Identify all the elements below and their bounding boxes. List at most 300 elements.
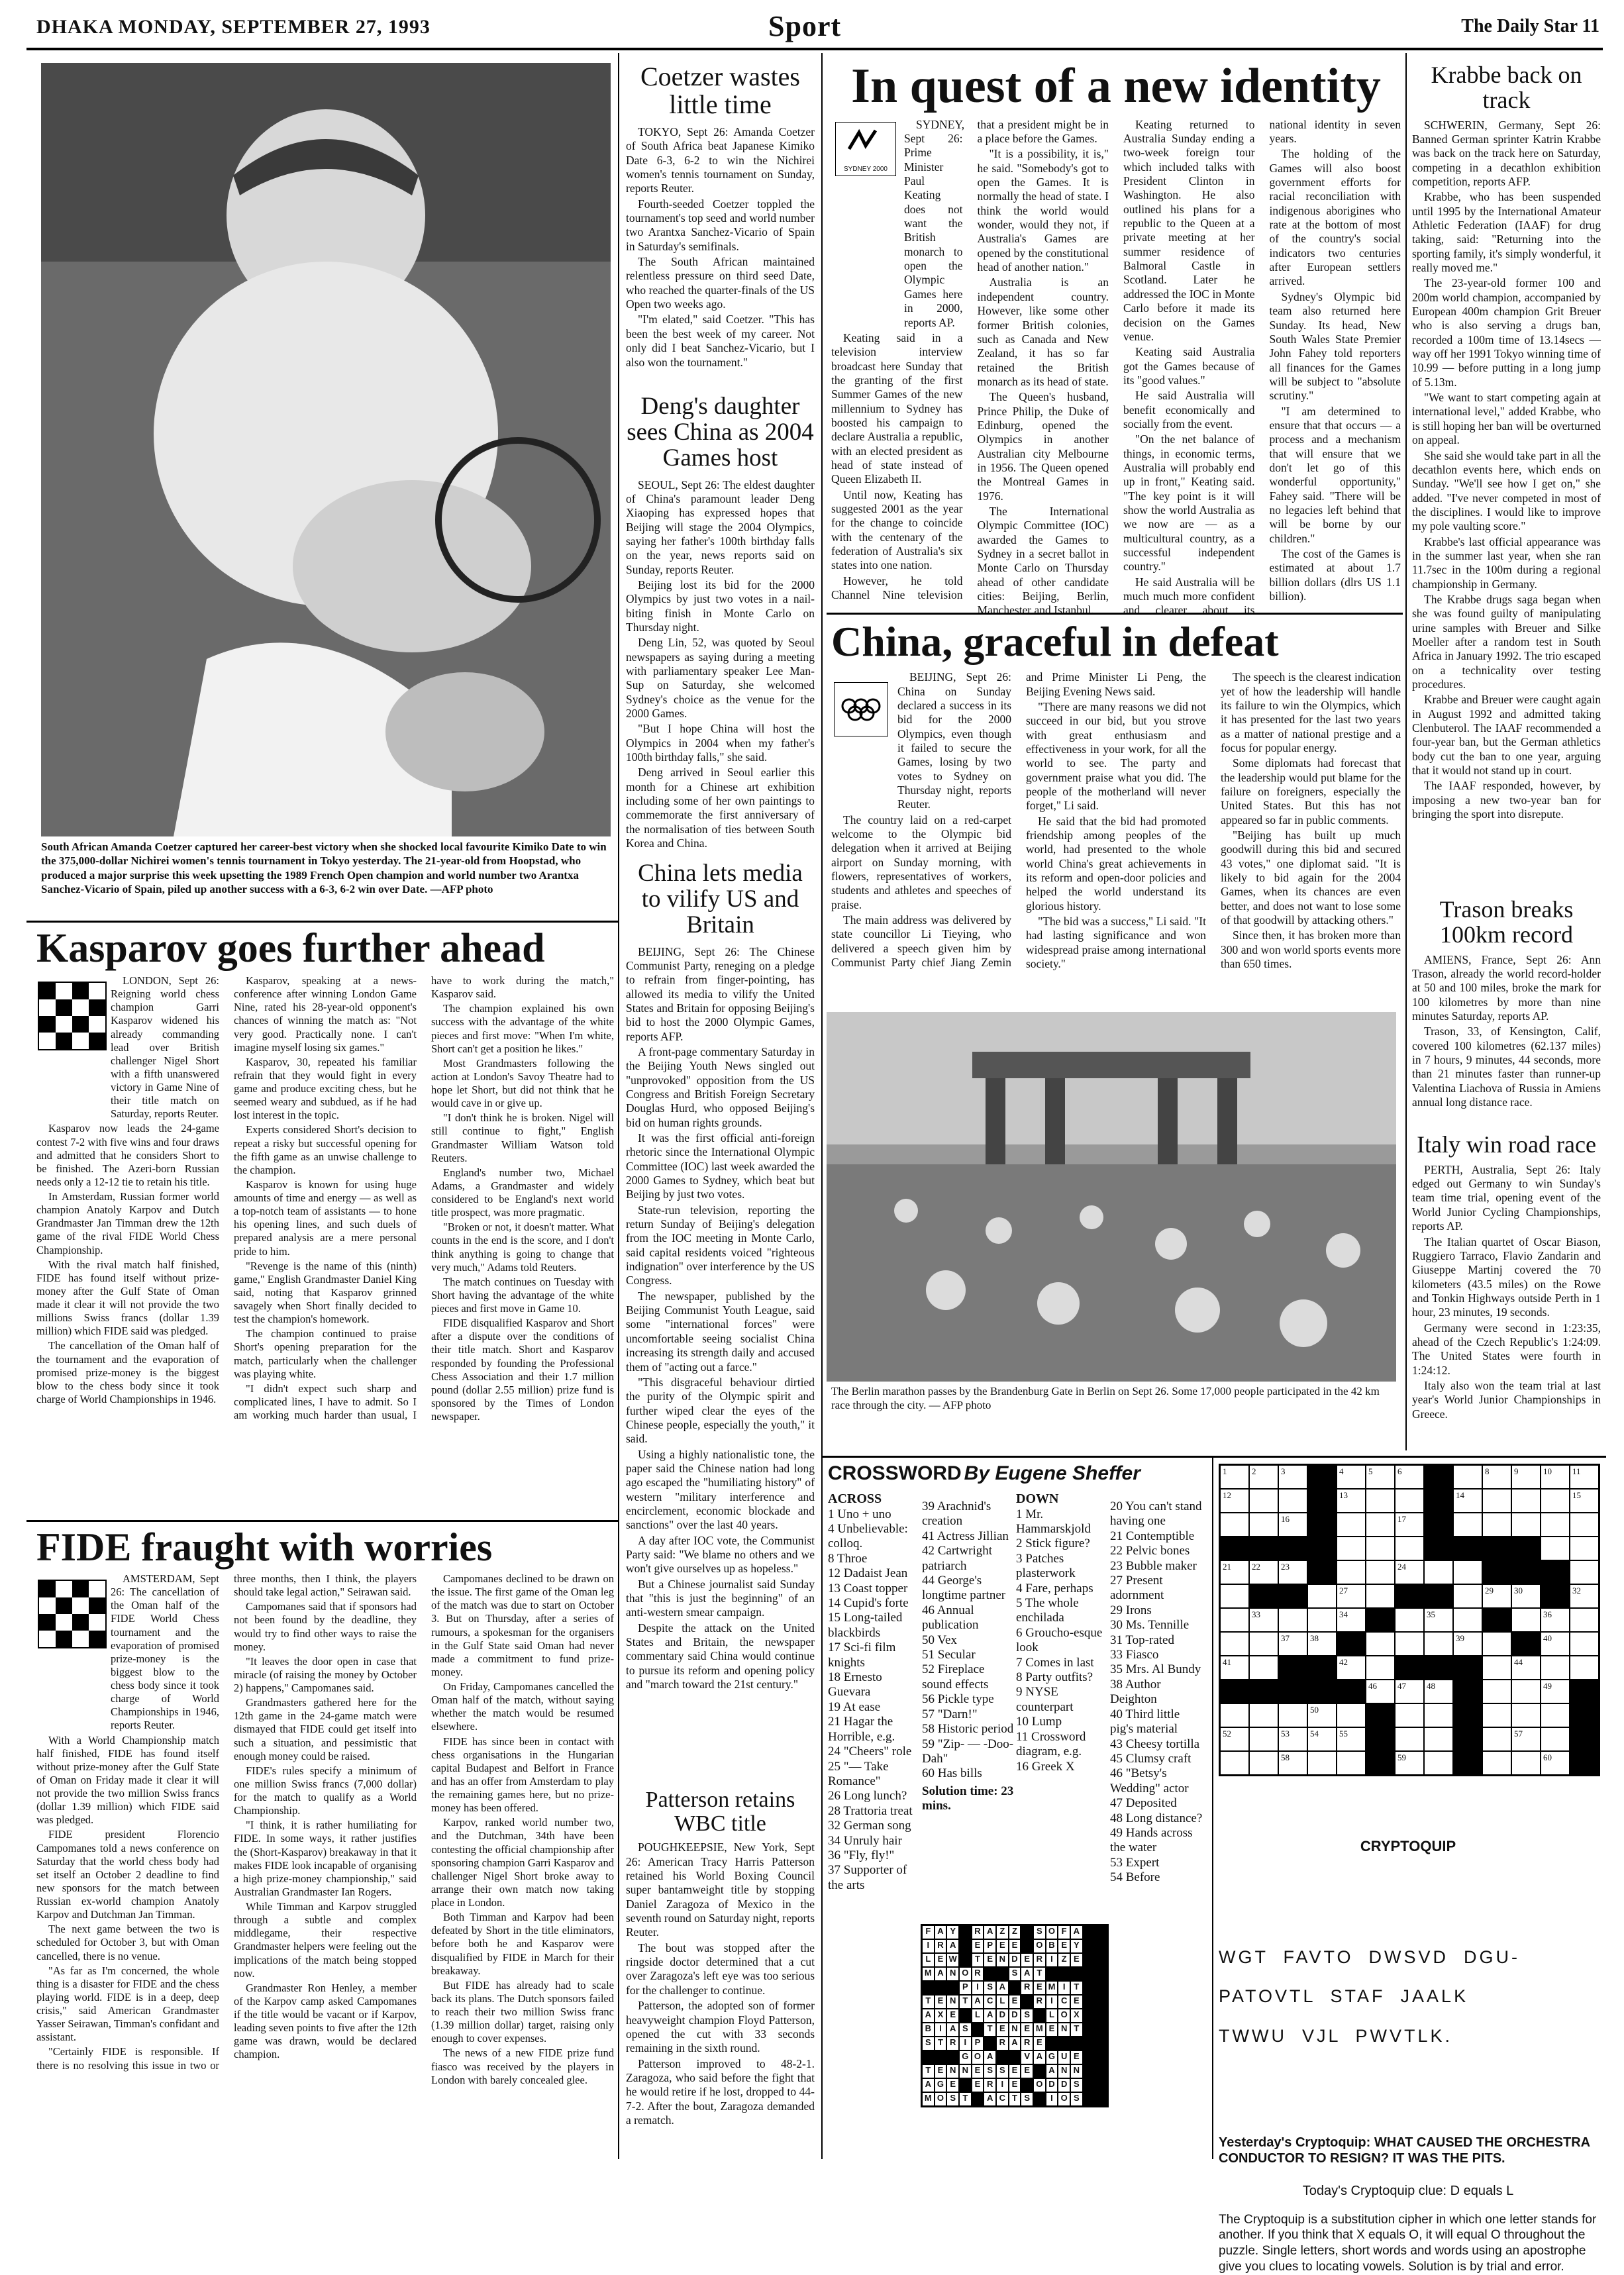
solution-cell xyxy=(972,2023,984,2037)
crossword-cell xyxy=(1307,1656,1337,1680)
crossword-cell xyxy=(1570,1751,1599,1775)
crossword-cell[interactable] xyxy=(1366,1584,1395,1608)
solution-cell: O xyxy=(972,2050,984,2064)
crossword-cell[interactable] xyxy=(1278,1608,1307,1632)
solution-cell xyxy=(1021,1995,1033,2009)
crossword-cell[interactable] xyxy=(1541,1656,1570,1680)
solution-cell xyxy=(1095,2050,1107,2064)
solution-cell: A xyxy=(1070,1925,1083,1939)
solution-cell: S xyxy=(1070,2092,1083,2106)
crossword-cell[interactable]: 42 xyxy=(1337,1656,1366,1680)
crossword-cell[interactable]: 54 xyxy=(1307,1727,1337,1751)
crossword-cell[interactable] xyxy=(1366,1537,1395,1560)
solution-cell: R xyxy=(984,2078,996,2092)
crossword-cell xyxy=(1570,1703,1599,1727)
solution-cell: G xyxy=(959,2050,972,2064)
marathon-crowd-image xyxy=(827,1012,1396,1382)
crossword-cell[interactable] xyxy=(1366,1513,1395,1537)
crossword-cell[interactable] xyxy=(1511,1703,1541,1727)
solution-cell: E xyxy=(935,1953,947,1967)
solution-cell: Z xyxy=(1058,1953,1070,1967)
solution-cell: F xyxy=(922,1925,935,1939)
solution-cell: S xyxy=(946,2092,959,2106)
crossword-cell xyxy=(1482,1537,1511,1560)
crossword-cell[interactable] xyxy=(1220,1584,1249,1608)
crossword-cell[interactable] xyxy=(1482,1680,1511,1703)
crossword-cell xyxy=(1424,1584,1453,1608)
crossword-grid[interactable] xyxy=(1219,1464,1600,1776)
solution-cell: B xyxy=(1046,1939,1058,1953)
crossword-cell[interactable] xyxy=(1424,1703,1453,1727)
crossword-cell xyxy=(1424,1537,1453,1560)
crossword-cell xyxy=(1278,1680,1307,1703)
crossword-cell[interactable] xyxy=(1482,1703,1511,1727)
crossword-cell xyxy=(1453,1727,1482,1751)
crossword-cell xyxy=(1482,1608,1511,1632)
solution-cell: I xyxy=(1058,1981,1070,1995)
solution-cell: R xyxy=(972,1967,984,1981)
crossword-cell[interactable]: 1 xyxy=(1220,1465,1249,1489)
crossword-cell[interactable] xyxy=(1511,1513,1541,1537)
crossword-cell[interactable]: 13 xyxy=(1337,1489,1366,1513)
crossword-cell[interactable] xyxy=(1249,1751,1278,1775)
crossword-cell[interactable] xyxy=(1337,1751,1366,1775)
crossword-cell[interactable] xyxy=(1541,1703,1570,1727)
solution-cell: A xyxy=(1021,1967,1033,1981)
solution-cell xyxy=(1095,1925,1107,1939)
solution-cell xyxy=(1009,1981,1021,1995)
solution-cell xyxy=(1070,2037,1083,2050)
crossword-cell[interactable] xyxy=(1395,1727,1424,1751)
crossword-cell[interactable]: 49 xyxy=(1541,1680,1570,1703)
solution-cell: Y xyxy=(1070,1939,1083,1953)
crossword-cell[interactable] xyxy=(1249,1703,1278,1727)
solution-cell xyxy=(1021,1939,1033,1953)
solution-cell: P xyxy=(959,1981,972,1995)
solution-cell: N xyxy=(946,1995,959,2009)
crossword-cell[interactable] xyxy=(1307,1584,1337,1608)
crossword-cell[interactable] xyxy=(1337,1560,1366,1584)
crossword-cell xyxy=(1366,1608,1395,1632)
crossword-cell xyxy=(1278,1537,1307,1560)
crossword-cell[interactable] xyxy=(1453,1513,1482,1537)
solution-cell: A xyxy=(935,1925,947,1939)
crossword-cell[interactable]: 24 xyxy=(1395,1560,1424,1584)
crossword-cell xyxy=(1570,1727,1599,1751)
crossword-cell xyxy=(1453,1656,1482,1680)
solution-cell xyxy=(1046,2037,1058,2050)
solution-cell: C xyxy=(996,2092,1009,2106)
cryptoquip-yesterday: Yesterday's Cryptoquip: WHAT CAUSED THE ORCHESTRA CONDUCTOR TO RESIGN? IT WAS THE PITS. xyxy=(1219,2135,1590,2166)
solution-cell: E xyxy=(946,2009,959,2023)
crossword-cell[interactable] xyxy=(1482,1513,1511,1537)
solution-cell: N xyxy=(946,2064,959,2078)
crossword-cell[interactable] xyxy=(1249,1489,1278,1513)
solution-cell: F xyxy=(1058,1925,1070,1939)
solution-cell: M xyxy=(1046,1981,1058,1995)
solution-cell: T xyxy=(1009,2092,1021,2106)
crossword-cell[interactable] xyxy=(1541,1537,1570,1560)
solution-cell xyxy=(984,2037,996,2050)
solution-cell: T xyxy=(1070,1981,1083,1995)
crossword-cell[interactable] xyxy=(1482,1727,1511,1751)
cryptoquip-title: CRYPTOQUIP xyxy=(1360,1838,1456,1854)
crossword-cell[interactable]: 52 xyxy=(1220,1727,1249,1751)
crossword-cell[interactable] xyxy=(1337,1537,1366,1560)
solution-cell xyxy=(1095,1939,1107,1953)
crossword-cell[interactable]: 36 xyxy=(1541,1608,1570,1632)
solution-cell: I xyxy=(1046,2092,1058,2106)
crossword-cell[interactable]: 12 xyxy=(1220,1489,1249,1513)
crossword-cell[interactable] xyxy=(1220,1513,1249,1537)
solution-cell xyxy=(1046,1967,1058,1981)
crossword-cell[interactable] xyxy=(1249,1513,1278,1537)
crossword-cell[interactable] xyxy=(1482,1656,1511,1680)
cryptoquip-explanation: The Cryptoquip is a substitution cipher in which one letter stands for another. If you think that X equals O, it will equal O throughout the puzzle. Single letters, short words and words using an apostrophe give you clues to locating vowels. Solution is by trial and error. xyxy=(1219,2212,1597,2274)
solution-cell xyxy=(1083,1953,1095,1967)
solution-cell xyxy=(1095,2009,1107,2023)
solution-cell: A xyxy=(1046,2064,1058,2078)
paper-name: The Daily Star 11 xyxy=(1461,16,1599,36)
crossword-cell xyxy=(1307,1680,1337,1703)
crossword-cell[interactable]: 60 xyxy=(1541,1751,1570,1775)
crossword-cell[interactable] xyxy=(1278,1703,1307,1727)
crossword-cell[interactable] xyxy=(1511,1680,1541,1703)
solution-cell: E xyxy=(1033,2037,1046,2050)
solution-cell xyxy=(959,2078,972,2092)
fide-story: FIDE fraught with worries AMSTERDAM, Sept 26: The cancellation of the Oman half of the FIDE World Chess tournament and the evaporation of promised prize-money is the biggest blow to the chess body since it took charge of World Championships in 1946, reports Reuter. With a World Championship match half finished, FIDE has found itself without prize-money after the Gulf State of Oman on Friday made it clear it will not provide the two million Swiss francs (dollar 1.39 million) which FIDE said was pledged. FIDE president Florencio Campomanes told a news conference on Saturday that the world chess body had set itself an October 2 deadline to find new sponsors for the match between Russian ex-world champion Anatoly Karpov and Dutchman Jan Timman. The next game between the two is scheduled for October 3, but with Oman cancelled, there is no venue. "As far as I'm concerned, the whole thing is a disaster for FIDE and the chess playing world. FIDE is in a deep, deep crisis," said American Grandmaster Yasser Seirawan, Timman's confidant and assistant. "Certainly FIDE is responsible. If there is no resolving this issue in two or three months, then I think, the players should take legal action," Seirawan said. Campomanes said that if sponsors had not been found by the deadline, they would try to find other ways to raise the money. "It leaves the door open in case that miracle (of raising the money by October 2) happens," Campomanes said. Grandmasters gathered here for the 12th game in the 24-game match were dismayed that FIDE could get itself into such a situation, and pessimistic that enough money could be raised. FIDE's rules specify a minimum of one million Swiss francs (7,000 dollar) for the match to qualify as a World Championship. "I think, it is rather humiliating for FIDE. In some ways, it rather justifies the (Short-Kasparov) breakaway in that it makes FIDE look incapable of organising a high prize-money championship," said Australian Grandmaster Ian Rogers. While Timman and Karpov struggled through a subtle and complex middlegame, their respective Grandmaster helpers were feeling out the implications of the match being stopped now. Grandmaster Ron Henley, a member of the Karpov camp asked Campomanes if the title would be vacant or if Karpov, leading seven points to five after the 12th game was drawn, would be declared champion. Campomanes declined to be drawn on the issue. The first game of the Oman leg of the match was due to start on October 3. But on Thursday, after a series of rumours, a spokesman for the organisers in the Gulf State said Oman had never made a commitment to fund prize-money. On Friday, Campomanes cancelled the Oman half of the match, without saying whether the match would be resumed elsewhere. FIDE has since been in contact with chess organisations in the Hungarian capital Budapest and Belfort in France and has an offer from Amsterdam to play the remaining games here, but no prize-money has been offered. Karpov, ranked world number two, and the Dutchman, 34th have been contesting the official championship after sponsoring champion Garri Kasparov and challenger Nigel Short broke away to arrange their own match now taking place in London. Both Timman and Karpov had been defeated by Short in the title eliminators, before both he and Kasparov were disqualified by FIDE in March for their breakaway. But FIDE has already had to scale back its plans. The Dutch sponsors failed to reach their two million Swiss franc (1.39 million dollar) target, raising only enough to cover expenses. The news of a new FIDE prize fund fiasco was received by the players in London with barely concealed glee. xyxy=(36,1527,614,2086)
solution-cell: A xyxy=(984,2009,996,2023)
crossword-cell[interactable]: 58 xyxy=(1278,1751,1307,1775)
crossword-cell[interactable]: 57 xyxy=(1511,1727,1541,1751)
solution-cell: E xyxy=(972,2078,984,2092)
solution-cell xyxy=(935,2050,947,2064)
trason-story: Trason breaks 100km record AMIENS, France, Sept 26: Ann Trason, already the world record-holder at 50 and 100 miles, broke the mark for 100 kilometres by more than nine minutes Saturday, reports AP. Trason, 33, of Kensington, Calif, covered 100 kilometres (62.137 miles) in 7 hours, 9 minutes, 44 seconds, more than 21 minutes faster than runner-up Valentina Liachova of Russia in Amiens annual long distance race. xyxy=(1412,896,1601,1109)
solution-cell: L xyxy=(922,1953,935,1967)
solution-cell: E xyxy=(972,2064,984,2078)
crossword-cell[interactable]: 40 xyxy=(1541,1632,1570,1656)
crossword-cell[interactable] xyxy=(1570,1608,1599,1632)
solution-cell: S xyxy=(1033,1925,1046,1939)
crossword-cell[interactable]: 48 xyxy=(1424,1680,1453,1703)
solution-cell: L xyxy=(972,2009,984,2023)
solution-cell: I xyxy=(1046,1953,1058,1967)
crossword-cell[interactable]: 6 xyxy=(1395,1465,1424,1489)
crossword-cell xyxy=(1307,1560,1337,1584)
crossword-cell[interactable]: 5 xyxy=(1366,1465,1395,1489)
solution-cell: T xyxy=(922,1995,935,2009)
solution-cell: E xyxy=(935,2064,947,2078)
solution-cell xyxy=(1083,2092,1095,2106)
crossword-cell xyxy=(1482,1560,1511,1584)
crossword-cell xyxy=(1541,1560,1570,1584)
crossword-cell xyxy=(1278,1656,1307,1680)
china-headline: China, graceful in defeat xyxy=(831,619,1279,665)
crossword-cell[interactable]: 15 xyxy=(1570,1489,1599,1513)
cryptoquip-clue: Today's Cryptoquip clue: D equals L xyxy=(1302,2183,1514,2198)
crossword-cell[interactable] xyxy=(1424,1632,1453,1656)
crossword-cell[interactable] xyxy=(1453,1465,1482,1489)
crossword-cell[interactable]: 11 xyxy=(1570,1465,1599,1489)
solution-cell xyxy=(922,2050,935,2064)
solution-cell xyxy=(1095,2037,1107,2050)
crossword-cell[interactable]: 2 xyxy=(1249,1465,1278,1489)
krabbe-story: Krabbe back on track SCHWERIN, Germany, Sept 26: Banned German sprinter Katrin Krabbe was back on the track here on Saturday, competing in a decathlon exhibition competition, reports AFP. Krabbe, who has been suspended until 1995 by the International Amateur Athletic Federation (IAAF) for drug taking, said: "Returning into the sporting family, it's simply wonderful, it really moved me." The 23-year-old former 100 and 200m world champion, accompanied by European 400m champion Grit Breuer who is also serving a drugs ban, recorded a 100m time of 13.14secs — way off her 1991 Tokyo winning time of 10.99 — before putting in a long jump of 5.13m. "We want to start competing again at international level," added Krabbe, who is still hoping her ban will be overturned on appeal. She said she would take part in all the decathlon events here, which ends on Sunday. "We'll see how I get on," she added. "I've never competed in most of the disciplines. I would like to improve my pole vaulting score." Krabbe's last official appearance was in the summer last year, when she ran 11.7sec in the 100m during a regional championship in Germany. The Krabbe drugs saga began when she was found guilty of manipulating urine samples with Breuer and Silke Moeller after a random test in South Africa in January 1992. The trio escaped on a technicality over testing procedures. Krabbe and Breuer were caught again in August 1992 and admitted taking Clenbuterol. The IAAF recommended a four-year ban, but the German athletics body cut the ban to one year, arguing that it would not stand up in court. The IAAF responded, however, by imposing a new two-year ban for bringing the sport into disrepute. xyxy=(1412,62,1601,821)
crossword-cell[interactable] xyxy=(1337,1703,1366,1727)
crossword-cell[interactable] xyxy=(1366,1656,1395,1680)
crossword-cell[interactable] xyxy=(1511,1751,1541,1775)
solution-cell: O xyxy=(1033,2078,1046,2092)
crossword-cell xyxy=(1307,1513,1337,1537)
crossword-cell[interactable]: 4 xyxy=(1337,1465,1366,1489)
solution-cell: E xyxy=(1009,1995,1021,2009)
tennis-player-image xyxy=(41,63,611,836)
crossword-cell[interactable]: 33 xyxy=(1249,1608,1278,1632)
crossword-cell[interactable] xyxy=(1541,1489,1570,1513)
crossword-cell[interactable] xyxy=(1395,1703,1424,1727)
crossword-cell[interactable]: 38 xyxy=(1307,1632,1337,1656)
vilify-story: China lets media to vilify US and Britain BEIJING, Sept 26: The Chinese Communist Party, reneging on a pledge to refrain from finger-pointing, has allowed its media to vilify the United States and Britain for opposing Beijing's bid to host the 2000 Olympic Games, reports AFP. A front-page commentary Saturday in the Beijing Youth News singled out "unprovoked" opposition from the US Congress and British Foreign Secretary Douglas Hurd, who opposed Beijing's bid on human rights grounds. It was the first official anti-foreign rhetoric since the International Olympic Committee (IOC) last week awarded the 2000 Games to Sydney, which beat but Beijing by just two votes. State-run television, reporting the return Sunday of Beijing's delegation from the IOC meeting in Monte Carlo, said capital residents voiced "righteous indignation" over interference by the US Congress. The newspaper, published by the Beijing Communist Youth League, said some "international forces" were uncomfortable seeing socialist China increasing its strength daily and accused them of "acting out a farce." "This disgraceful behaviour dirtied the purity of the Olympic spirit and further wiped clear the eyes of the Chinese people, especially the youth," it said. Using a highly nationalistic tone, the paper said the Chinese nation had long ago escaped the "humiliating history" of western "military interference and encirclement, economic blockade and sanctions" over the last 40 years. A day after IOC vote, the Communist Party said: "We blame no others and we won't give ourselves up as hopeless." But a Chinese journalist said Sunday that "this is just the beginning" of an anti-western smear campaign. Despite the attack on the United States and Britain, the newspaper commentary said China would continue to pursue its reform and opening policy and "march toward the 21st century." xyxy=(626,860,815,1692)
berlin-photo xyxy=(827,1012,1396,1382)
solution-cell xyxy=(1058,1967,1070,1981)
crossword-cell[interactable]: 21 xyxy=(1220,1560,1249,1584)
photo-credit: — AFP photo xyxy=(929,1399,991,1412)
solution-cell: T xyxy=(1070,2023,1083,2037)
crossword-cell[interactable]: 59 xyxy=(1395,1751,1424,1775)
crossword-cell[interactable]: 41 xyxy=(1220,1656,1249,1680)
crossword-cell[interactable] xyxy=(1511,1608,1541,1632)
crossword-cell[interactable] xyxy=(1482,1489,1511,1513)
crossword-cell[interactable] xyxy=(1541,1727,1570,1751)
solution-cell xyxy=(1033,2092,1046,2106)
solution-cell: N xyxy=(1058,2064,1070,2078)
crossword-cell[interactable]: 37 xyxy=(1278,1632,1307,1656)
crossword-cell xyxy=(1249,1537,1278,1560)
solution-cell: O xyxy=(935,2092,947,2106)
solution-cell: S xyxy=(984,2064,996,2078)
solution-cell: E xyxy=(1058,1939,1070,1953)
solution-cell xyxy=(1033,2064,1046,2078)
crossword-cell[interactable]: 55 xyxy=(1337,1727,1366,1751)
crossword-cell[interactable] xyxy=(1307,1751,1337,1775)
solution-cell: I xyxy=(996,2078,1009,2092)
solution-cell: M xyxy=(1033,2023,1046,2037)
solution-cell xyxy=(1083,1939,1095,1953)
masthead-rule xyxy=(26,48,1603,50)
crossword-cell[interactable] xyxy=(1395,1537,1424,1560)
crossword-cell[interactable]: 29 xyxy=(1482,1584,1511,1608)
crossword-cell[interactable] xyxy=(1366,1489,1395,1513)
crossword-cell[interactable]: 46 xyxy=(1366,1680,1395,1703)
crossword-cell[interactable]: 27 xyxy=(1337,1584,1366,1608)
column-rule xyxy=(1212,1457,1213,2159)
solution-cell: N xyxy=(959,2064,972,2078)
crossword-cell[interactable] xyxy=(1395,1489,1424,1513)
solution-cell xyxy=(1095,1981,1107,1995)
solution-cell: P xyxy=(972,2037,984,2050)
solution-cell xyxy=(1083,1967,1095,1981)
solution-time: Solution time: 23 mins. xyxy=(922,1784,1014,1813)
crossword-cell[interactable] xyxy=(1424,1727,1453,1751)
across-clues-1: ACROSS 1 Uno + uno 4 Unbelievable: colloq. 8 Throe 12 Dadaist Jean 13 Coast topper 14 Cupid's forte 15 Long-tailed blackbirds 17 Sci-fi film knights 18 Ernesto Guevara 19 At ease 21 Hagar the Horrible, e.g. 24 "Cheers" role 25 "— Take Romance" 26 Long lunch? 28 Trattoria treat 32 German song 34 Unruly hair 36 "Fly, fly!" 37 Supporter of the arts xyxy=(828,1491,913,1892)
crossword-cell[interactable] xyxy=(1453,1560,1482,1584)
crossword-cell[interactable] xyxy=(1220,1608,1249,1632)
solution-cell: E xyxy=(984,1953,996,1967)
solution-cell: R xyxy=(1021,2037,1033,2050)
solution-cell xyxy=(1070,1967,1083,1981)
section-rule xyxy=(827,613,1403,615)
solution-cell: X xyxy=(935,2009,947,2023)
solution-cell: Y xyxy=(946,1925,959,1939)
solution-cell: O xyxy=(1058,2009,1070,2023)
solution-cell: T xyxy=(922,2064,935,2078)
krabbe-headline: Krabbe back on track xyxy=(1431,62,1582,113)
cryptoquip-puzzle: WGT FAVTO DWSVD DGU- PATOVTL STAF JAALK TWWU VJL PWVTLK. xyxy=(1219,1946,1521,2046)
solution-cell: S xyxy=(959,2023,972,2037)
italy-story: Italy win road race PERTH, Australia, Sept 26: Italy edged out Germany to win Sunday's team time trial, opening event of the World Junior Cycling Championships, reports AP. The Italian quartet of Oscar Biason, Ruggiero Tarraco, Flavio Zandarin and Giuseppe Martinj covered the 70 kilometers (43.5 miles) on the Rowe and Tonkin Highways outside Perth in 1 hour, 23 minutes, 19 seconds. Germany were second in 1:23:35, ahead of the Czech Republic's 1:24:09. The United States were fourth in 1:24:12. Italy also won the team trial at last year's World Junior Championships in Greece. xyxy=(1412,1131,1601,1421)
sydney-logo-icon xyxy=(836,123,895,162)
crossword-cell[interactable] xyxy=(1570,1537,1599,1560)
crossword-cell[interactable]: 17 xyxy=(1395,1513,1424,1537)
solution-cell: S xyxy=(1021,2009,1033,2023)
crossword-cell xyxy=(1453,1751,1482,1775)
crossword-cell xyxy=(1307,1489,1337,1513)
crossword-cell[interactable]: 10 xyxy=(1541,1465,1570,1489)
coetzer-caption: South African Amanda Coetzer captured her career-best victory when she shocked local favourite Kimiko Date to win the 375,000-dollar Nichirei women's tennis tournament in Tokyo yesterday. The 21-year-old from Hoopstad, who produced a major surprise this week upsetting the 1989 French Open champion and world number two Arantxa Sanchez-Vicario of Spain, piled up another success with a 6-3, 6-2 win over Date. —AFP photo xyxy=(41,840,607,895)
solution-cell: I xyxy=(1046,1995,1058,2009)
crossword-cell[interactable] xyxy=(1249,1727,1278,1751)
crossword-cell[interactable] xyxy=(1220,1703,1249,1727)
crossword-cell[interactable] xyxy=(1395,1608,1424,1632)
solution-cell: E xyxy=(1009,1939,1021,1953)
solution-cell xyxy=(922,1981,935,1995)
crossword-cell[interactable]: 3 xyxy=(1278,1465,1307,1489)
deng-story: Deng's daughter sees China as 2004 Games host SEOUL, Sept 26: The eldest daughter of China's paramount leader Deng Xiaoping has expressed hopes that Beijing will stage the 2004 Olympics, saying her father's 100th birthday falls on the year, news reports said on Sunday, reports Reuter. Beijing lost its bid for the 2000 Olympics by just two votes in a nail-biting finish in Monte Carlo on Thursday night. Deng Lin, 52, was quoted by Seoul newspapers as saying during a meeting with parliamentary speaker Lee Man-Sup on Saturday, she welcomed Sydney's choice as the venue for the 2000 Games. "But I hope China will host the Olympics in 2004 when my father's 100th birthday falls," she said. Deng arrived in Seoul earlier this month for a Chinese art exhibition including some of her own paintings to commemorate the first anniversary of the normalisation of ties between South Korea and China. xyxy=(626,393,815,850)
solution-cell: U xyxy=(1058,2050,1070,2064)
solution-cell: E xyxy=(1033,1981,1046,1995)
crossword-cell[interactable]: 14 xyxy=(1453,1489,1482,1513)
solution-cell: T xyxy=(959,1995,972,2009)
crossword-cell[interactable] xyxy=(1570,1560,1599,1584)
crossword-cell[interactable]: 35 xyxy=(1424,1608,1453,1632)
fide-headline: FIDE fraught with worries xyxy=(36,1527,493,1569)
solution-cell xyxy=(1095,2092,1107,2106)
crossword-cell[interactable] xyxy=(1366,1560,1395,1584)
crossword-cell[interactable]: 23 xyxy=(1278,1560,1307,1584)
solution-cell xyxy=(1033,2009,1046,2023)
solution-cell xyxy=(946,2050,959,2064)
crossword-cell[interactable]: 30 xyxy=(1511,1584,1541,1608)
crossword-cell[interactable] xyxy=(1541,1513,1570,1537)
crossword-cell[interactable] xyxy=(1249,1656,1278,1680)
crossword-cell[interactable]: 16 xyxy=(1278,1513,1307,1537)
crossword-cell[interactable] xyxy=(1570,1656,1599,1680)
solution-cell: S xyxy=(1070,2078,1083,2092)
solution-cell: E xyxy=(996,2023,1009,2037)
solution-cell: E xyxy=(1021,2023,1033,2037)
kasparov-headline: Kasparov goes further ahead xyxy=(36,927,545,971)
patterson-headline: Patterson retains WBC title xyxy=(645,1788,795,1836)
solution-cell: A xyxy=(984,1925,996,1939)
crossword-cell[interactable] xyxy=(1570,1513,1599,1537)
crossword-cell[interactable]: 9 xyxy=(1511,1465,1541,1489)
crossword-cell[interactable] xyxy=(1482,1751,1511,1775)
crossword-cell xyxy=(1249,1680,1278,1703)
solution-cell xyxy=(1095,2064,1107,2078)
crossword-cell[interactable]: 32 xyxy=(1570,1584,1599,1608)
solution-cell: R xyxy=(935,1939,947,1953)
crossword-cell[interactable]: 47 xyxy=(1395,1680,1424,1703)
crossword-cell[interactable] xyxy=(1395,1632,1424,1656)
solution-cell: E xyxy=(1070,1995,1083,2009)
solution-cell: M xyxy=(922,1967,935,1981)
solution-cell: I xyxy=(935,2023,947,2037)
crossword-cell[interactable] xyxy=(1453,1584,1482,1608)
crossword-cell[interactable] xyxy=(1453,1608,1482,1632)
solution-cell: A xyxy=(1009,2037,1021,2050)
crossword-cell[interactable]: 44 xyxy=(1511,1656,1541,1680)
solution-cell xyxy=(959,1953,972,1967)
solution-cell: E xyxy=(1021,1953,1033,1967)
crossword-cell xyxy=(1424,1489,1453,1513)
solution-cell xyxy=(996,1967,1009,1981)
solution-cell xyxy=(1083,2050,1095,2064)
solution-cell xyxy=(996,2050,1009,2064)
crossword-cell[interactable] xyxy=(1570,1632,1599,1656)
chessboard-icon xyxy=(38,982,107,1050)
crossword-cell[interactable]: 39 xyxy=(1453,1632,1482,1656)
solution-cell xyxy=(1083,2009,1095,2023)
crossword-cell[interactable] xyxy=(1278,1489,1307,1513)
crossword-cell[interactable] xyxy=(1249,1632,1278,1656)
solution-cell xyxy=(1095,2023,1107,2037)
chessboard-icon xyxy=(38,1580,107,1648)
crossword-cell[interactable]: 50 xyxy=(1307,1703,1337,1727)
solution-cell: E xyxy=(935,1995,947,2009)
berlin-caption: The Berlin marathon passes by the Brandenburg Gate in Berlin on Sept 26. Some 17,000 people participated in the 42 km race through the city. — AFP photo xyxy=(831,1385,1380,1412)
solution-cell xyxy=(1021,2078,1033,2092)
solution-cell: T xyxy=(972,1953,984,1967)
coetzer-photo xyxy=(41,63,611,836)
solution-cell xyxy=(1021,1925,1033,1939)
solution-cell: V xyxy=(1021,2050,1033,2064)
solution-cell: R xyxy=(972,1925,984,1939)
solution-cell: L xyxy=(1046,2009,1058,2023)
masthead xyxy=(36,9,1599,46)
crossword-cell[interactable] xyxy=(1220,1632,1249,1656)
crossword-cell[interactable] xyxy=(1220,1751,1249,1775)
solution-cell: O xyxy=(959,1967,972,1981)
crossword-cell[interactable] xyxy=(1337,1513,1366,1537)
solution-cell: E xyxy=(972,1939,984,1953)
crossword-cell[interactable] xyxy=(1511,1489,1541,1513)
solution-cell: G xyxy=(1046,2050,1058,2064)
solution-cell: S xyxy=(984,1981,996,1995)
crossword-cell[interactable]: 34 xyxy=(1337,1608,1366,1632)
crossword-cell[interactable] xyxy=(1307,1608,1337,1632)
crossword-cell[interactable]: 53 xyxy=(1278,1727,1307,1751)
crossword-cell[interactable] xyxy=(1424,1751,1453,1775)
solution-cell: A xyxy=(1033,2050,1046,2064)
crossword-cell xyxy=(1453,1537,1482,1560)
crossword-solution-grid xyxy=(921,1924,1109,2107)
crossword-cell[interactable]: 22 xyxy=(1249,1560,1278,1584)
crossword-cell[interactable] xyxy=(1424,1560,1453,1584)
crossword-cell xyxy=(1249,1584,1278,1608)
crossword-cell[interactable] xyxy=(1366,1632,1395,1656)
crossword-cell[interactable] xyxy=(1482,1632,1511,1656)
crossword-cell[interactable]: 8 xyxy=(1482,1465,1511,1489)
